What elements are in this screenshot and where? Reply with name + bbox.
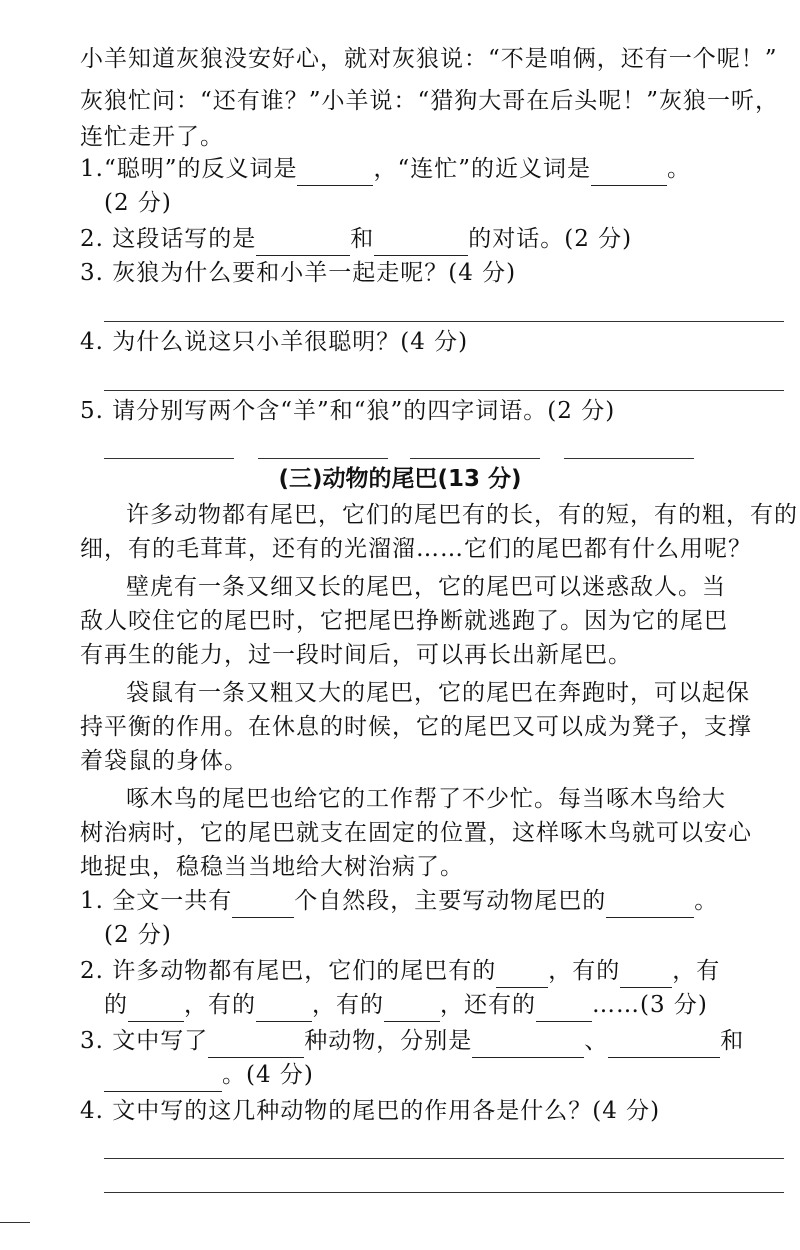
s3q2-text-e: ，有的 <box>184 992 256 1018</box>
q2-text-c: 的对话。(2 分) <box>468 226 633 252</box>
q1-text-c: 。 <box>667 156 691 182</box>
question-3: 3. 灰狼为什么要和小羊一起走呢？(4 分) <box>80 260 517 286</box>
s3q2-text-b: ，有的 <box>548 958 621 984</box>
q1-text-a: 1.“聪明”的反义词是 <box>80 156 298 182</box>
s3q2-blank-1[interactable] <box>496 961 548 988</box>
s3q2-text-g: ，还有的 <box>440 992 536 1018</box>
question-5: 5. 请分别写两个含“羊”和“狼”的四字词语。(2 分) <box>80 398 616 424</box>
s3q2-text-a: 2. 许多动物都有尾巴，它们的尾巴有的 <box>80 958 497 984</box>
s3q2-text-d: 的 <box>104 992 128 1018</box>
s3q1-text-b: 个自然段，主要写动物尾巴的 <box>294 888 607 914</box>
s3q3-blank-animal-1[interactable] <box>472 1031 584 1058</box>
s3q2-blank-5[interactable] <box>384 995 440 1022</box>
para-3-line-2: 持平衡的作用。在休息的时候，它的尾巴又可以成为凳子，支撑 <box>80 714 752 740</box>
s3-question-3-line-2 <box>104 1058 784 1092</box>
s3-question-4: 4. 文中写的这几种动物的尾巴的作用各是什么？(4 分) <box>80 1098 661 1124</box>
s3q1-text-c: 。 <box>694 888 719 914</box>
s3q2-blank-4[interactable] <box>256 995 312 1022</box>
q1-blank-synonym[interactable] <box>591 159 667 186</box>
para-2-line-2: 敌人咬住它的尾巴时，它把尾巴挣断就逃跑了。因为它的尾巴 <box>80 608 728 634</box>
para-1-line-1: 许多动物都有尾巴，它们的尾巴有的长，有的短，有的粗，有的 <box>126 502 798 528</box>
s3q2-text-h: ……(3 分) <box>592 992 708 1018</box>
s3q1-text-a: 1. 全文一共有 <box>80 888 233 914</box>
s3q2-blank-6[interactable] <box>536 995 592 1022</box>
para-4-line-3: 地捉虫，稳稳当当地给大树治病了。 <box>80 854 464 880</box>
s3q2-text-f: ，有的 <box>312 992 384 1018</box>
question-4: 4. 为什么说这只小羊很聪明？(4 分) <box>80 329 469 355</box>
q5-answer-line-1[interactable] <box>104 458 234 459</box>
q2-text-b: 和 <box>350 226 375 252</box>
s3q2-blank-3[interactable] <box>128 995 184 1022</box>
s3q2-blank-2[interactable] <box>620 961 672 988</box>
q2-blank-1[interactable] <box>256 229 350 256</box>
q3-answer-line[interactable] <box>104 321 784 322</box>
s3q1-score: (2 分) <box>104 922 172 948</box>
para-2-line-1: 壁虎有一条又细又长的尾巴，它的尾巴可以迷惑敌人。当 <box>126 574 726 600</box>
q2-blank-2[interactable] <box>374 229 468 256</box>
q1-text-b: ，“连忙”的近义词是 <box>373 156 591 182</box>
q1-score: (2 分) <box>104 190 172 216</box>
s3q1-blank-count[interactable] <box>232 891 294 918</box>
s3-question-2-line-2 <box>104 988 784 1022</box>
para-3-line-3: 着袋鼠的身体。 <box>80 748 248 774</box>
s3q1-blank-topic[interactable] <box>606 891 694 918</box>
q2-text-a: 2. 这段话写的是 <box>80 226 257 252</box>
s3-question-2-line-1 <box>80 954 785 988</box>
q5-answer-line-4[interactable] <box>564 458 694 459</box>
s3-question-3 <box>80 1024 785 1058</box>
para-3-line-1: 袋鼠有一条又粗又大的尾巴，它的尾巴在奔跑时，可以起保 <box>126 680 750 706</box>
page-edge-mark <box>0 1222 30 1223</box>
s3q3-text-c: 、 <box>584 1028 609 1054</box>
s3q4-answer-line-2[interactable] <box>104 1192 784 1193</box>
passage-line-1: 小羊知道灰狼没安好心，就对灰狼说：“不是咱俩，还有一个呢！” <box>80 46 778 72</box>
s3q2-text-c: ，有 <box>672 958 721 984</box>
s3q3-text-e: 。(4 分) <box>222 1062 314 1088</box>
s3q3-blank-animal-3[interactable] <box>104 1065 222 1092</box>
para-4-line-2: 树治病时，它的尾巴就支在固定的位置，这样啄木鸟就可以安心 <box>80 820 752 846</box>
question-2 <box>80 222 785 256</box>
q5-answer-line-3[interactable] <box>410 458 540 459</box>
question-1 <box>80 152 785 186</box>
passage-line-3: 连忙走开了。 <box>80 124 224 150</box>
q5-answer-line-2[interactable] <box>258 458 388 459</box>
para-1-line-2: 细，有的毛茸茸，还有的光溜溜……它们的尾巴都有什么用呢？ <box>80 536 752 562</box>
passage-line-2: 灰狼忙问：“还有谁？”小羊说：“猎狗大哥在后头呢！”灰狼一听， <box>80 88 780 114</box>
s3-question-1 <box>80 884 785 918</box>
s3q3-text-d: 和 <box>720 1028 745 1054</box>
para-2-line-3: 有再生的能力，过一段时间后，可以再长出新尾巴。 <box>80 642 632 668</box>
s3q4-answer-line-1[interactable] <box>104 1158 784 1159</box>
s3q3-text-b: 种动物，分别是 <box>304 1028 473 1054</box>
section-title: (三)动物的尾巴(13 分) <box>278 466 522 492</box>
q1-blank-antonym[interactable] <box>297 159 373 186</box>
s3q3-blank-animal-2[interactable] <box>608 1031 720 1058</box>
q4-answer-line[interactable] <box>104 390 784 391</box>
s3q3-blank-count[interactable] <box>208 1031 304 1058</box>
para-4-line-1: 啄木鸟的尾巴也给它的工作帮了不少忙。每当啄木鸟给大 <box>126 786 726 812</box>
s3q3-text-a: 3. 文中写了 <box>80 1028 209 1054</box>
